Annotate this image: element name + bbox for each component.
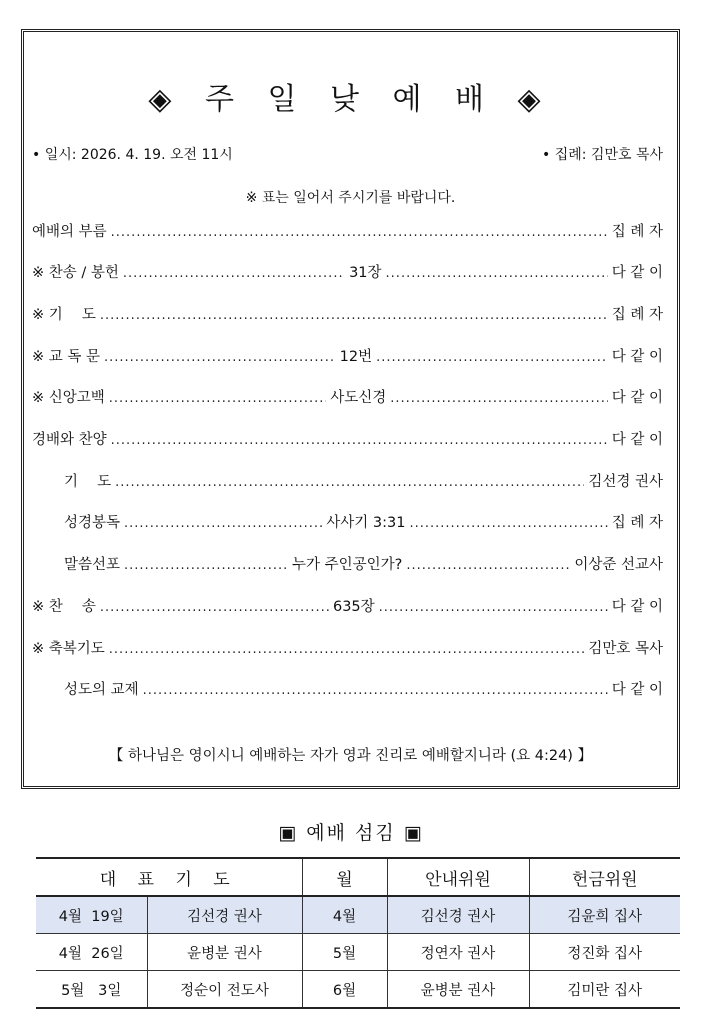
dot-leader (406, 558, 570, 573)
order-item-title: ※ 신앙고백 (32, 390, 105, 407)
order-item-leader: 집 례 자 (611, 223, 663, 240)
prayer-date: 5월 3일 (61, 982, 122, 999)
order-item (64, 512, 663, 532)
order-item-title: 경배와 찬양 (32, 432, 107, 448)
order-item-leader: 집 례 자 (611, 306, 663, 323)
order-item-leader: 다 같 이 (611, 682, 663, 699)
month-cell: 5월 (302, 934, 387, 971)
usher-cell: 윤병분 권사 (387, 971, 529, 1009)
header-offering: 헌금위원 (529, 858, 680, 896)
order-item-leader: 다 같 이 (611, 598, 663, 615)
order-item-leader: 집 례 자 (611, 515, 663, 532)
order-item-title: 예배의 부름 (32, 223, 107, 240)
service-meta (32, 144, 663, 164)
dot-leader (386, 266, 608, 281)
order-item (32, 262, 663, 282)
order-item-leader: 다 같 이 (611, 348, 663, 365)
standing-note: ※ 표는 일어서 주시기를 바랍니다. (245, 190, 456, 206)
order-item-leader: 다 같 이 (611, 265, 663, 282)
service-officiant: • 집례: 김만호 목사 (542, 147, 663, 163)
order-item-detail: 사도신경 (330, 390, 387, 407)
dot-leader (111, 225, 608, 240)
dot-leader (123, 266, 345, 281)
prayer-date: 4월 19일 (36, 896, 147, 934)
dot-leader (100, 600, 329, 615)
order-item (64, 554, 663, 574)
order-item-detail: 누가 주인공인가? (292, 557, 403, 574)
dot-leader (100, 308, 608, 323)
header-month: 월 (302, 858, 387, 896)
table-row (36, 896, 680, 934)
scripture-verse: 【 하나님은 영이시니 예배하는 자가 영과 진리로 예배할지니라 (요 4:24) 】 (108, 748, 593, 764)
order-item-leader: 김선경 권사 (588, 473, 663, 490)
month-cell: 4월 (302, 896, 387, 934)
order-item (32, 345, 663, 365)
order-item-leader: 다 같 이 (611, 390, 663, 407)
order-item (64, 679, 663, 699)
order-item-title: ※ 축복기도 (32, 640, 105, 657)
order-item-title: 성경봉독 (64, 515, 121, 532)
prayer-date: 4월 26일 (58, 945, 124, 962)
order-item (32, 387, 663, 407)
order-item-title: 성도의 교제 (64, 682, 139, 699)
order-item-title: ※ 찬송 / 봉헌 (32, 265, 119, 282)
order-item-title: ※ 기 도 (32, 306, 96, 323)
usher-cell: 정연자 권사 (387, 934, 529, 971)
dot-leader (143, 683, 608, 698)
dot-leader (124, 516, 322, 531)
dot-leader (109, 391, 326, 406)
order-item (64, 470, 663, 490)
header-prayer: 대 표 기 도 (36, 858, 302, 896)
order-item (32, 303, 663, 323)
table-row (36, 971, 680, 1009)
order-item-title: 말씀선포 (64, 557, 121, 574)
offering-cell: 김미란 집사 (529, 971, 680, 1009)
order-item (32, 220, 663, 240)
dot-leader (379, 600, 608, 615)
dot-leader (376, 350, 608, 365)
month-cell: 6월 (302, 971, 387, 1009)
dot-leader (390, 391, 607, 406)
service-title: ◈ 주 일 낮 예 배 ◈ (148, 82, 553, 117)
order-item-title: ※ 교 독 문 (32, 348, 100, 365)
prayer-leader: 정순이 전도사 (147, 971, 302, 1009)
dot-leader (115, 475, 584, 490)
order-item-title: ※ 찬 송 (32, 598, 96, 615)
dot-leader (124, 558, 288, 573)
order-item (32, 637, 663, 657)
order-item-detail: 31장 (349, 265, 382, 282)
order-item-leader: 이상준 선교사 (574, 557, 663, 574)
dot-leader (104, 350, 336, 365)
order-item-title: 기 도 (64, 473, 112, 490)
dot-leader (409, 516, 607, 531)
order-item (32, 595, 663, 615)
duty-title: ▣ 예배 섬김 ▣ (278, 822, 424, 844)
offering-cell: 김윤희 집사 (529, 896, 680, 934)
duty-table (36, 857, 680, 1009)
order-item-leader: 김만호 목사 (588, 640, 663, 657)
prayer-leader: 윤병분 권사 (147, 934, 302, 971)
table-row (36, 934, 680, 971)
order-item-detail: 사사기 3:31 (326, 515, 406, 532)
service-datetime: • 일시: 2026. 4. 19. 오전 11시 (32, 147, 233, 163)
order-of-service-frame (21, 29, 680, 789)
usher-cell: 김선경 권사 (387, 896, 529, 934)
dot-leader (109, 642, 585, 657)
duty-header-row (36, 858, 680, 896)
order-item-detail: 12번 (339, 348, 373, 365)
order-item (32, 429, 663, 449)
dot-leader (111, 433, 608, 448)
header-usher: 안내위원 (387, 858, 529, 896)
offering-cell: 정진화 집사 (529, 934, 680, 971)
order-item-detail: 635장 (332, 598, 375, 615)
order-item-leader: 다 같 이 (611, 432, 663, 448)
prayer-leader: 김선경 권사 (147, 896, 302, 934)
